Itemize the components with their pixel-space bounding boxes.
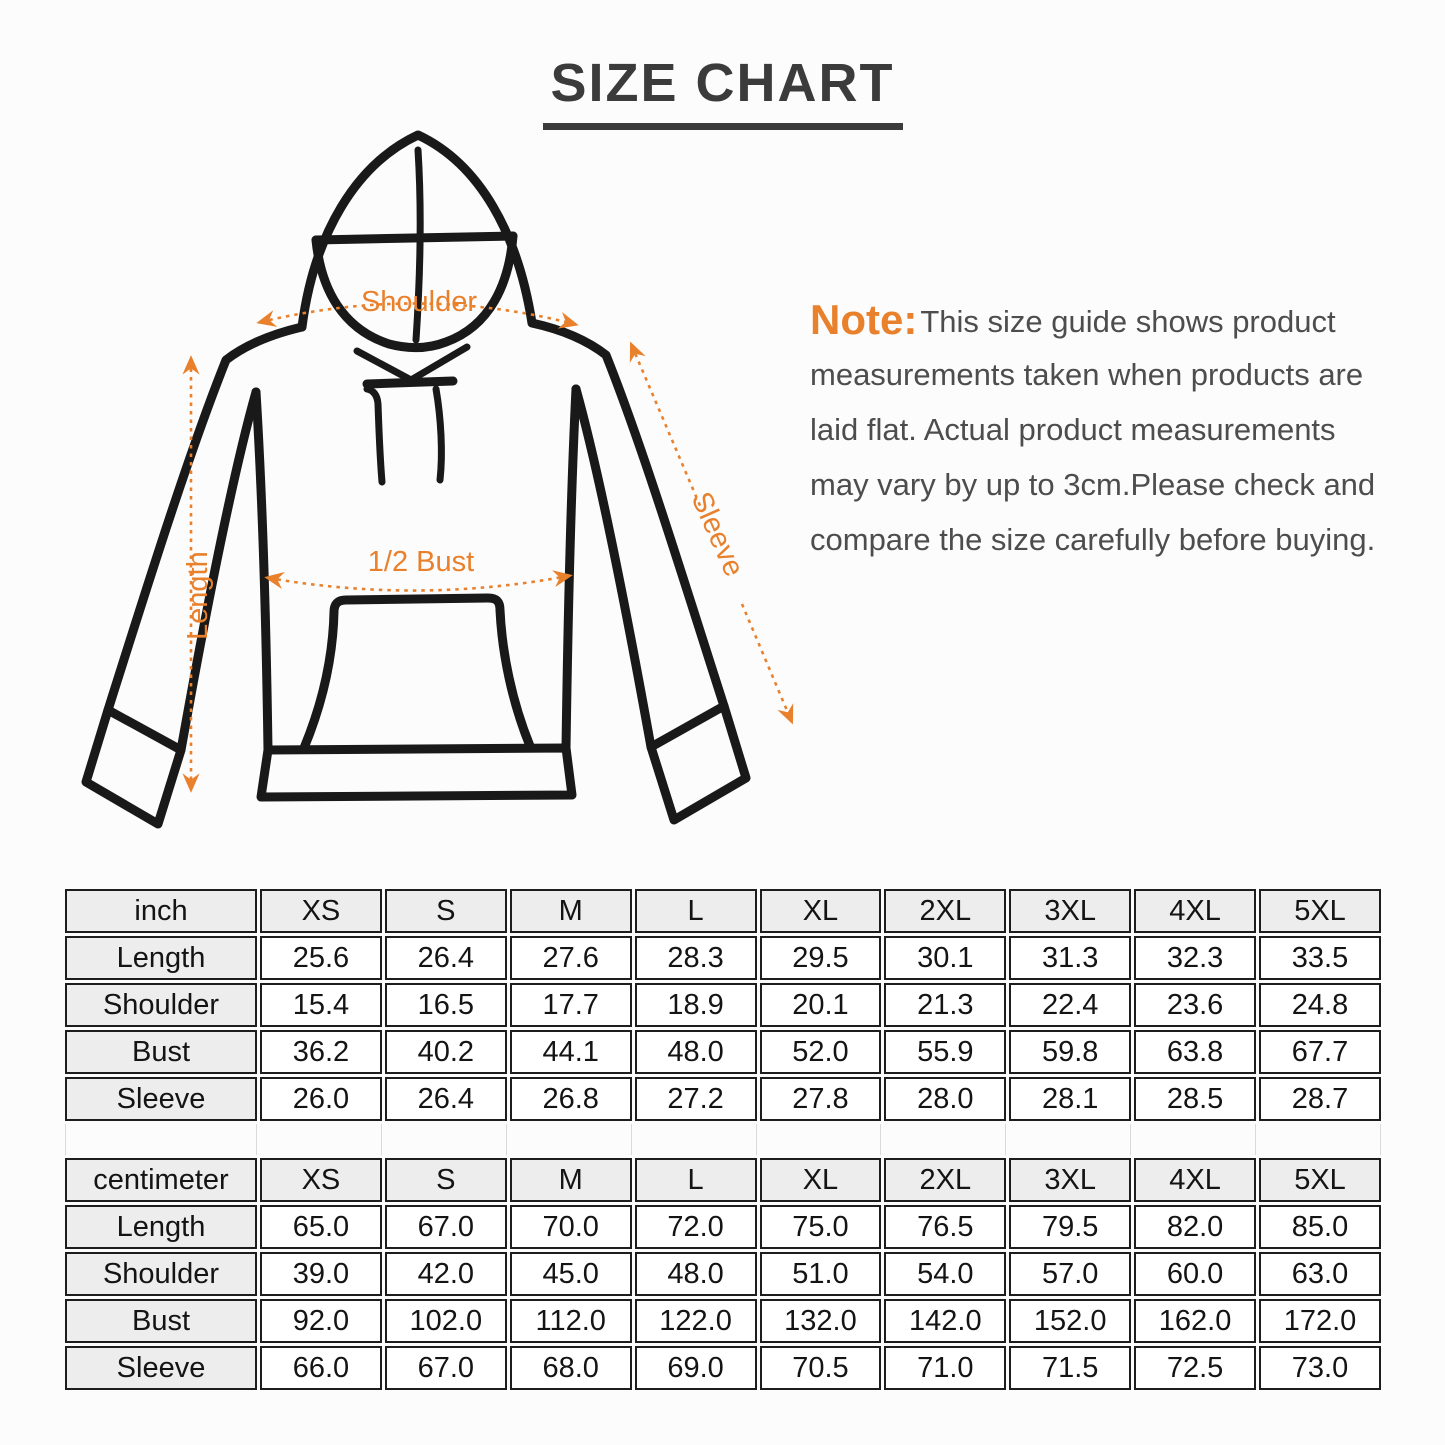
gap-cell (635, 1124, 757, 1155)
size-header-cell: M (510, 1158, 632, 1202)
page-title: SIZE CHART (543, 52, 903, 130)
size-header-cell: 4XL (1134, 889, 1256, 933)
value-cell: 76.5 (884, 1205, 1006, 1249)
size-header-cell: XS (260, 1158, 382, 1202)
value-cell: 28.5 (1134, 1077, 1256, 1121)
collar-bar (367, 381, 453, 384)
value-cell: 66.0 (260, 1346, 382, 1390)
gap-cell (1259, 1124, 1381, 1155)
measure-label-cell: Bust (65, 1030, 257, 1074)
drawstring-right (436, 389, 441, 480)
value-cell: 28.0 (884, 1077, 1006, 1121)
note-line-5: compare the size carefully before buying. (810, 522, 1376, 557)
size-header-cell: L (635, 889, 757, 933)
value-cell: 112.0 (510, 1299, 632, 1343)
gap-cell (385, 1124, 507, 1155)
size-header-cell: 2XL (884, 1158, 1006, 1202)
gap-cell (760, 1124, 882, 1155)
size-header-cell: XL (760, 889, 882, 933)
value-cell: 67.0 (385, 1205, 507, 1249)
value-cell: 172.0 (1259, 1299, 1381, 1343)
size-header-cell: XS (260, 889, 382, 933)
shoulder-label: Shoulder (360, 286, 478, 318)
gap-cell (1009, 1124, 1131, 1155)
value-cell: 20.1 (760, 983, 882, 1027)
value-cell: 92.0 (260, 1299, 382, 1343)
value-cell: 17.7 (510, 983, 632, 1027)
size-header-cell: 5XL (1259, 1158, 1381, 1202)
size-header-cell: S (385, 1158, 507, 1202)
unit-header-row (65, 889, 1381, 933)
value-cell: 67.0 (385, 1346, 507, 1390)
note-block (810, 292, 1442, 567)
value-cell: 44.1 (510, 1030, 632, 1074)
hoodie-outline (86, 135, 746, 824)
value-cell: 26.4 (385, 936, 507, 980)
value-cell: 70.5 (760, 1346, 882, 1390)
value-cell: 152.0 (1009, 1299, 1131, 1343)
value-cell: 48.0 (635, 1030, 757, 1074)
value-cell: 48.0 (635, 1252, 757, 1296)
note-line-2: measurements taken when products are (810, 357, 1364, 392)
body-left-edge (256, 392, 268, 750)
measure-row (65, 983, 1381, 1027)
value-cell: 36.2 (260, 1030, 382, 1074)
value-cell: 28.1 (1009, 1077, 1131, 1121)
measure-label-cell: Sleeve (65, 1077, 257, 1121)
measure-row (65, 1077, 1381, 1121)
value-cell: 23.6 (1134, 983, 1256, 1027)
measure-row (65, 1299, 1381, 1343)
value-cell: 75.0 (760, 1205, 882, 1249)
table-gap-row (65, 1124, 1381, 1155)
gap-cell (260, 1124, 382, 1155)
value-cell: 55.9 (884, 1030, 1006, 1074)
gap-cell (884, 1124, 1006, 1155)
size-header-cell: 3XL (1009, 1158, 1131, 1202)
gap-cell (510, 1124, 632, 1155)
value-cell: 70.0 (510, 1205, 632, 1249)
size-tables (62, 886, 1384, 1393)
value-cell: 27.8 (760, 1077, 882, 1121)
value-cell: 79.5 (1009, 1205, 1131, 1249)
drawstring-left (367, 389, 382, 482)
value-cell: 26.4 (385, 1077, 507, 1121)
value-cell: 71.5 (1009, 1346, 1131, 1390)
hood-front-edge (316, 236, 513, 240)
value-cell: 39.0 (260, 1252, 382, 1296)
size-header-cell: L (635, 1158, 757, 1202)
value-cell: 26.8 (510, 1077, 632, 1121)
value-cell: 31.3 (1009, 936, 1131, 980)
hoodie-diagram (55, 108, 810, 843)
value-cell: 132.0 (760, 1299, 882, 1343)
value-cell: 57.0 (1009, 1252, 1131, 1296)
hem-band (261, 748, 572, 797)
left-cuff (86, 710, 181, 824)
measure-row (65, 1030, 1381, 1074)
measure-label-cell: Bust (65, 1299, 257, 1343)
value-cell: 60.0 (1134, 1252, 1256, 1296)
value-cell: 22.4 (1009, 983, 1131, 1027)
size-header-cell: M (510, 889, 632, 933)
value-cell: 122.0 (635, 1299, 757, 1343)
note-label: Note: (810, 296, 918, 343)
value-cell: 25.6 (260, 936, 382, 980)
value-cell: 45.0 (510, 1252, 632, 1296)
size-header-cell: XL (760, 1158, 882, 1202)
size-header-cell: 3XL (1009, 889, 1131, 933)
measure-label-cell: Length (65, 1205, 257, 1249)
value-cell: 29.5 (760, 936, 882, 980)
note-line-3: laid flat. Actual product measurements (810, 412, 1336, 447)
body-right-edge (566, 389, 576, 748)
unit-cell: inch (65, 889, 257, 933)
value-cell: 102.0 (385, 1299, 507, 1343)
value-cell: 73.0 (1259, 1346, 1381, 1390)
value-cell: 27.2 (635, 1077, 757, 1121)
measure-label-cell: Length (65, 936, 257, 980)
value-cell: 69.0 (635, 1346, 757, 1390)
value-cell: 85.0 (1259, 1205, 1381, 1249)
measure-row (65, 1252, 1381, 1296)
note-text-1: This size guide shows product (920, 304, 1336, 339)
value-cell: 27.6 (510, 936, 632, 980)
bust-arrow (269, 576, 568, 591)
size-tables-body (65, 889, 1381, 1390)
value-cell: 59.8 (1009, 1030, 1131, 1074)
value-cell: 32.3 (1134, 936, 1256, 980)
value-cell: 162.0 (1134, 1299, 1256, 1343)
size-header-cell: 2XL (884, 889, 1006, 933)
value-cell: 54.0 (884, 1252, 1006, 1296)
value-cell: 71.0 (884, 1346, 1006, 1390)
size-header-cell: 5XL (1259, 889, 1381, 933)
value-cell: 15.4 (260, 983, 382, 1027)
value-cell: 16.5 (385, 983, 507, 1027)
value-cell: 26.0 (260, 1077, 382, 1121)
gap-cell (65, 1124, 257, 1155)
value-cell: 18.9 (635, 983, 757, 1027)
value-cell: 72.0 (635, 1205, 757, 1249)
value-cell: 52.0 (760, 1030, 882, 1074)
note-line-1 (810, 292, 1442, 347)
bust-label: 1/2 Bust (367, 546, 475, 578)
sleeve-arrow-upper (632, 346, 701, 508)
length-label: Length (182, 551, 214, 640)
value-cell: 21.3 (884, 983, 1006, 1027)
kangaroo-pocket (304, 598, 530, 748)
value-cell: 28.7 (1259, 1077, 1381, 1121)
value-cell: 30.1 (884, 936, 1006, 980)
value-cell: 51.0 (760, 1252, 882, 1296)
measure-row (65, 1346, 1381, 1390)
measure-label-cell: Sleeve (65, 1346, 257, 1390)
value-cell: 40.2 (385, 1030, 507, 1074)
gap-cell (1134, 1124, 1256, 1155)
size-header-cell: S (385, 889, 507, 933)
measure-row (65, 936, 1381, 980)
size-header-cell: 4XL (1134, 1158, 1256, 1202)
value-cell: 42.0 (385, 1252, 507, 1296)
value-cell: 65.0 (260, 1205, 382, 1249)
value-cell: 24.8 (1259, 983, 1381, 1027)
value-cell: 72.5 (1134, 1346, 1256, 1390)
sleeve-arrow-lower (742, 604, 791, 720)
value-cell: 63.8 (1134, 1030, 1256, 1074)
unit-cell: centimeter (65, 1158, 257, 1202)
value-cell: 142.0 (884, 1299, 1006, 1343)
value-cell: 67.7 (1259, 1030, 1381, 1074)
measure-row (65, 1205, 1381, 1249)
measure-label-cell: Shoulder (65, 1252, 257, 1296)
value-cell: 28.3 (635, 936, 757, 980)
value-cell: 68.0 (510, 1346, 632, 1390)
sleeve-label: Sleeve (684, 487, 750, 582)
measure-label-cell: Shoulder (65, 983, 257, 1027)
right-cuff (651, 706, 746, 820)
measurement-annotations (182, 286, 791, 788)
left-sleeve-outer (108, 327, 302, 710)
unit-header-row (65, 1158, 1381, 1202)
value-cell: 33.5 (1259, 936, 1381, 980)
value-cell: 82.0 (1134, 1205, 1256, 1249)
note-line-4: may vary by up to 3cm.Please check and (810, 467, 1376, 502)
value-cell: 63.0 (1259, 1252, 1381, 1296)
